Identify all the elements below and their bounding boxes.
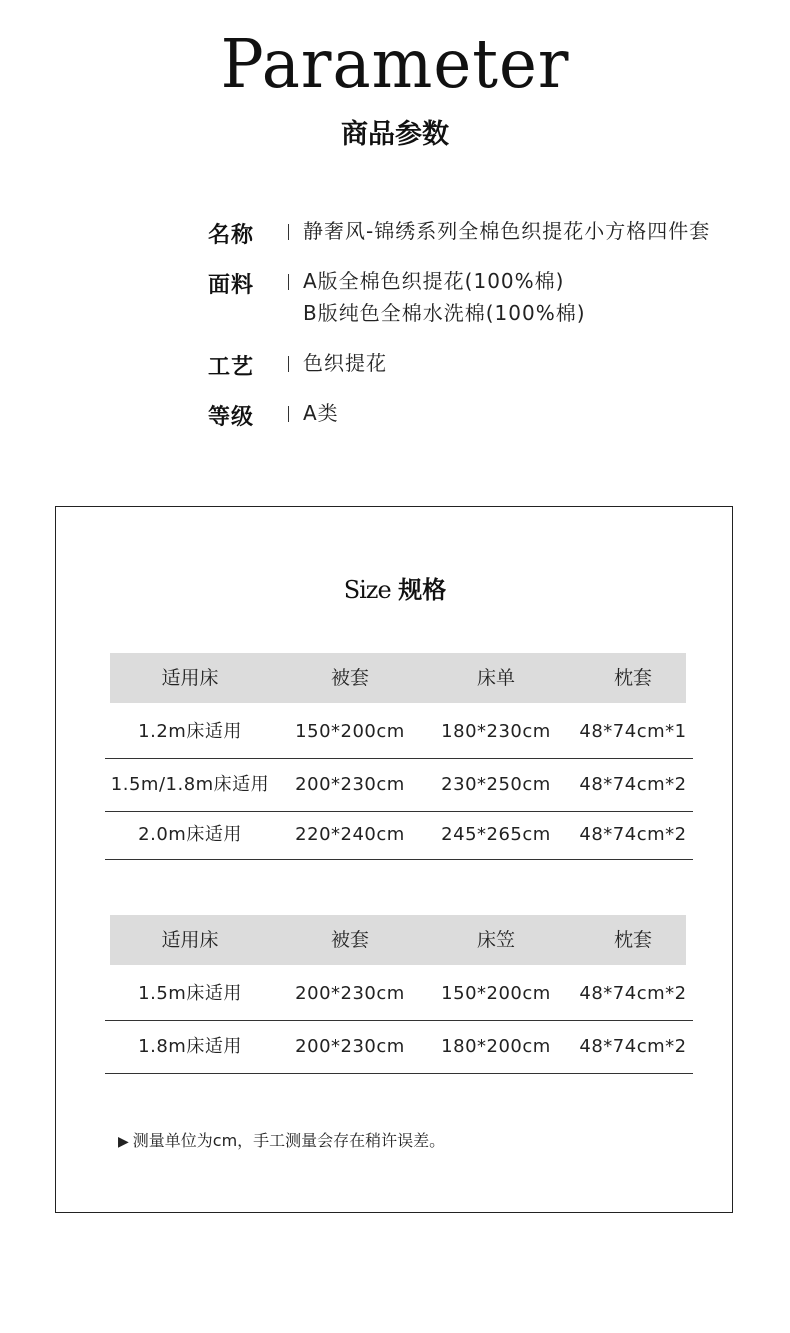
param-key: 等级 <box>208 405 255 430</box>
table-header-cell: 被套 <box>330 929 369 951</box>
table-cell: 1.5m床适用 <box>138 983 242 1004</box>
param-value-line: A类 <box>303 401 339 425</box>
table-cell: 150*200cm <box>295 721 405 742</box>
page-subtitle: 商品参数 <box>341 119 449 150</box>
param-key: 名称 <box>208 223 255 248</box>
table-header-cell: 适用床 <box>161 667 219 689</box>
table-cell: 220*240cm <box>295 824 405 845</box>
param-value-line: 静奢风-锦绣系列全棉色织提花小方格四件套 <box>303 219 711 243</box>
table-row <box>105 1021 693 1074</box>
param-divider <box>288 356 289 372</box>
table-cell: 1.2m床适用 <box>138 721 242 742</box>
page-title: Parameter <box>220 26 570 104</box>
table-cell: 1.5m/1.8m床适用 <box>110 774 270 795</box>
param-row-craft <box>208 350 387 381</box>
param-row-grade <box>208 400 339 431</box>
table-cell: 2.0m床适用 <box>138 824 242 845</box>
table-header-cell: 适用床 <box>161 929 219 951</box>
param-row-name <box>208 218 710 249</box>
size-title-en: Size <box>343 576 391 604</box>
table-cell: 200*230cm <box>295 774 405 795</box>
param-value-line: A版全棉色织提花(100%棉) <box>303 269 565 293</box>
param-value <box>303 397 339 429</box>
table-row <box>105 968 693 1021</box>
table-header-cell: 被套 <box>330 667 369 689</box>
table-cell: 230*250cm <box>441 774 551 795</box>
table-cell: 48*74cm*2 <box>579 1036 687 1057</box>
size-title <box>0 570 790 605</box>
table-cell: 48*74cm*2 <box>579 983 687 1004</box>
table-cell: 180*230cm <box>441 721 551 742</box>
triangle-right-icon: ▶ <box>118 1134 129 1150</box>
table-cell: 200*230cm <box>295 1036 405 1057</box>
table-header-cell: 枕套 <box>613 667 652 689</box>
param-value-line: B版纯色全棉水洗棉(100%棉) <box>303 301 586 325</box>
table-header-cell: 床笠 <box>476 929 515 951</box>
param-value <box>303 265 586 329</box>
table-cell: 200*230cm <box>295 983 405 1004</box>
table-header-cell: 枕套 <box>613 929 652 951</box>
table-cell: 150*200cm <box>441 983 551 1004</box>
table-row <box>105 759 693 812</box>
size-title-cn: 规格 <box>398 576 447 604</box>
table-cell: 245*265cm <box>441 824 551 845</box>
table-cell: 180*200cm <box>441 1036 551 1057</box>
table-row <box>105 706 693 759</box>
param-key: 工艺 <box>208 355 255 380</box>
param-divider <box>288 224 289 240</box>
table-cell: 1.8m床适用 <box>138 1036 242 1057</box>
param-divider <box>288 406 289 422</box>
param-value <box>303 215 710 247</box>
param-key: 面料 <box>208 273 255 298</box>
param-value <box>303 347 387 379</box>
note-text: 测量单位为cm，手工测量会存在稍许误差。 <box>132 1131 446 1150</box>
table-header-cell: 床单 <box>476 667 515 689</box>
param-value-line: 色织提花 <box>303 351 387 375</box>
param-divider <box>288 274 289 290</box>
param-row-fabric <box>208 268 586 329</box>
table-cell: 48*74cm*1 <box>579 721 687 742</box>
table-cell: 48*74cm*2 <box>579 774 687 795</box>
table-row <box>105 809 693 860</box>
table-cell: 48*74cm*2 <box>579 824 687 845</box>
measurement-note <box>118 1128 445 1151</box>
